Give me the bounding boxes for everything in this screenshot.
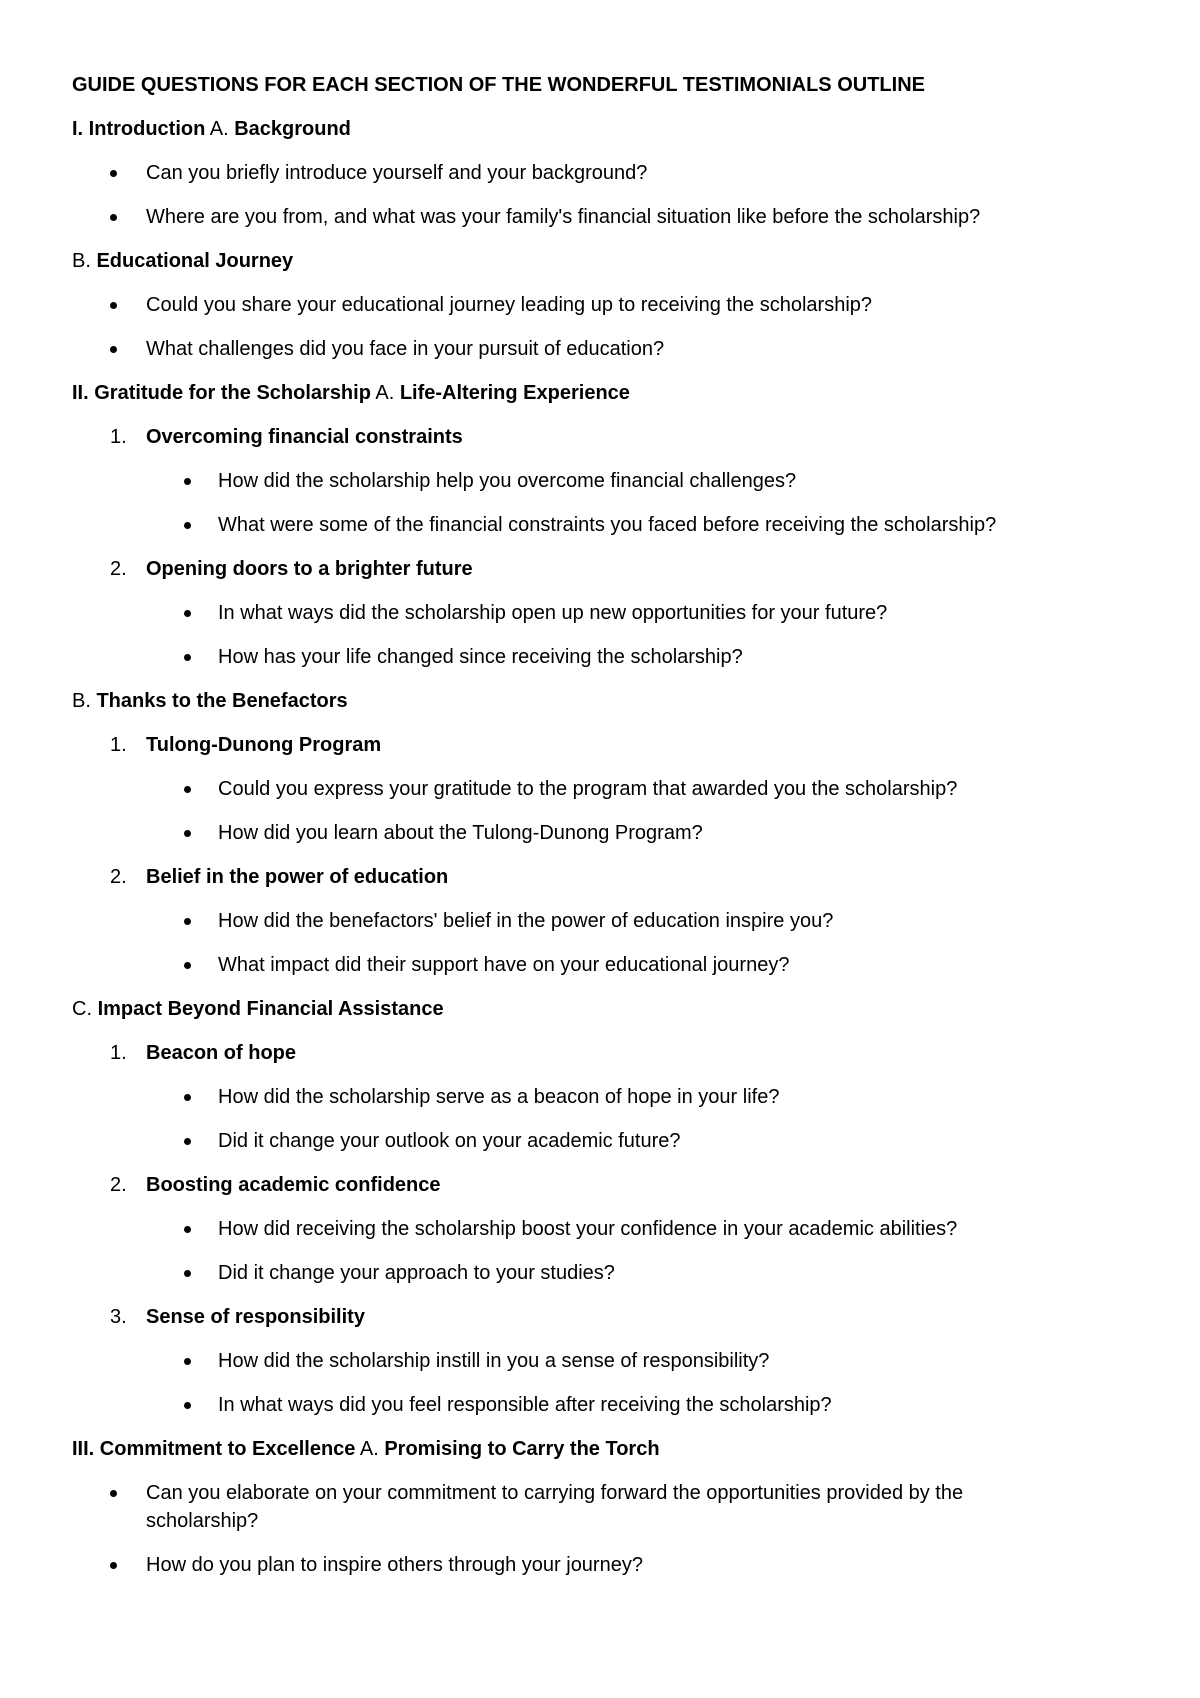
list-item: Could you share your educational journey leading up to receiving the scholarship? bbox=[146, 294, 873, 316]
list-item: How did the benefactors' belief in the power of education inspire you? bbox=[218, 910, 834, 932]
section-1b-heading bbox=[72, 249, 293, 273]
subsection-title-text: Sense of responsibility bbox=[146, 1306, 365, 1328]
list-item: Did it change your outlook on your academic future? bbox=[218, 1130, 681, 1152]
section-1-sub-heading: Background bbox=[234, 118, 351, 140]
bullet-icon bbox=[184, 786, 191, 793]
list-number: 2. bbox=[110, 558, 127, 580]
bullet-icon bbox=[110, 214, 117, 221]
subsection-title-text: Tulong-Dunong Program bbox=[146, 734, 382, 756]
bullet-icon bbox=[184, 1138, 191, 1145]
bullet-icon bbox=[110, 302, 117, 309]
bullet-icon bbox=[184, 478, 191, 485]
list-number: 3. bbox=[110, 1306, 127, 1328]
list-item: How did the scholarship help you overcome financial challenges? bbox=[218, 470, 797, 492]
bullet-icon bbox=[110, 346, 117, 353]
list-item: Can you elaborate on your commitment to carrying forward the opportunities provided by the bbox=[146, 1482, 964, 1504]
section-2-heading bbox=[72, 381, 630, 405]
list-number: 1. bbox=[110, 426, 127, 448]
subsection-title-text: Belief in the power of education bbox=[146, 866, 449, 888]
document-title: GUIDE QUESTIONS FOR EACH SECTION OF THE WONDERFUL TESTIMONIALS OUTLINE bbox=[72, 74, 925, 96]
subsection-title-text: Opening doors to a brighter future bbox=[146, 558, 473, 580]
section-2c-heading-text: Impact Beyond Financial Assistance bbox=[97, 998, 444, 1020]
subsection-title bbox=[146, 733, 381, 757]
section-2b-heading bbox=[72, 689, 348, 713]
section-2b-letter: B. bbox=[72, 690, 97, 712]
section-3-heading-text: III. Commitment to Excellence bbox=[72, 1438, 356, 1460]
list-item: How did you learn about the Tulong-Dunong Program? bbox=[218, 822, 703, 844]
bullet-icon bbox=[184, 654, 191, 661]
section-2-sub-letter: A. bbox=[370, 382, 400, 404]
list-number: 2. bbox=[110, 866, 127, 888]
bullet-icon bbox=[110, 1490, 117, 1497]
subsection-title bbox=[146, 1173, 441, 1197]
list-number: 2. bbox=[110, 1174, 127, 1196]
list-item: Could you express your gratitude to the program that awarded you the scholarship? bbox=[218, 778, 958, 800]
bullet-icon bbox=[184, 1094, 191, 1101]
section-1-heading bbox=[72, 117, 351, 141]
bullet-icon bbox=[184, 610, 191, 617]
bullet-icon bbox=[184, 1226, 191, 1233]
bullet-icon bbox=[184, 522, 191, 529]
bullet-icon bbox=[184, 1270, 191, 1277]
list-item: Can you briefly introduce yourself and your background? bbox=[146, 162, 648, 184]
section-2c-heading bbox=[72, 997, 444, 1021]
list-item: How do you plan to inspire others through your journey? bbox=[146, 1554, 643, 1576]
bullet-icon bbox=[184, 1402, 191, 1409]
bullet-icon bbox=[184, 1358, 191, 1365]
section-2b-heading-text: Thanks to the Benefactors bbox=[96, 690, 348, 712]
section-2c-letter: C. bbox=[72, 998, 98, 1020]
subsection-title-text: Boosting academic confidence bbox=[146, 1174, 441, 1196]
list-item: How did the scholarship instill in you a sense of responsibility? bbox=[218, 1350, 770, 1372]
list-item: Where are you from, and what was your family's financial situation like before the scholarship? bbox=[146, 206, 981, 228]
section-1b-letter: B. bbox=[72, 250, 97, 272]
list-item: How did the scholarship serve as a beacon of hope in your life? bbox=[218, 1086, 780, 1108]
section-3-heading bbox=[72, 1437, 660, 1461]
list-item: What challenges did you face in your pursuit of education? bbox=[146, 338, 665, 360]
bullet-icon bbox=[184, 918, 191, 925]
list-number: 1. bbox=[110, 1042, 127, 1064]
bullet-icon bbox=[184, 830, 191, 837]
list-item-continuation: scholarship? bbox=[146, 1510, 259, 1532]
list-item: How did receiving the scholarship boost your confidence in your academic abilities? bbox=[218, 1218, 958, 1240]
list-item: In what ways did the scholarship open up new opportunities for your future? bbox=[218, 602, 888, 624]
subsection-title bbox=[146, 1041, 296, 1065]
subsection-title bbox=[146, 1305, 365, 1329]
section-2-sub-heading: Life-Altering Experience bbox=[399, 382, 630, 404]
section-1-heading-text: I. Introduction bbox=[72, 118, 206, 140]
subsection-title-text: Beacon of hope bbox=[146, 1042, 297, 1064]
section-1b-heading-text: Educational Journey bbox=[96, 250, 294, 272]
list-number: 1. bbox=[110, 734, 127, 756]
section-3-sub-heading: Promising to Carry the Torch bbox=[384, 1438, 660, 1460]
bullet-icon bbox=[184, 962, 191, 969]
list-item: What impact did their support have on your educational journey? bbox=[218, 954, 790, 976]
subsection-title bbox=[146, 865, 448, 889]
list-item: How has your life changed since receiving the scholarship? bbox=[218, 646, 743, 668]
list-item: What were some of the financial constraints you faced before receiving the scholarship? bbox=[218, 514, 997, 536]
subsection-title bbox=[146, 557, 473, 581]
section-1-sub-letter: A. bbox=[205, 118, 235, 140]
section-3-sub-letter: A. bbox=[355, 1438, 385, 1460]
subsection-title-text: Overcoming financial constraints bbox=[146, 426, 463, 448]
subsection-title bbox=[146, 425, 463, 449]
bullet-icon bbox=[110, 170, 117, 177]
section-2-heading-text: II. Gratitude for the Scholarship bbox=[72, 382, 371, 404]
bullet-icon bbox=[110, 1562, 117, 1569]
list-item: In what ways did you feel responsible after receiving the scholarship? bbox=[218, 1394, 832, 1416]
list-item: Did it change your approach to your studies? bbox=[218, 1262, 615, 1284]
